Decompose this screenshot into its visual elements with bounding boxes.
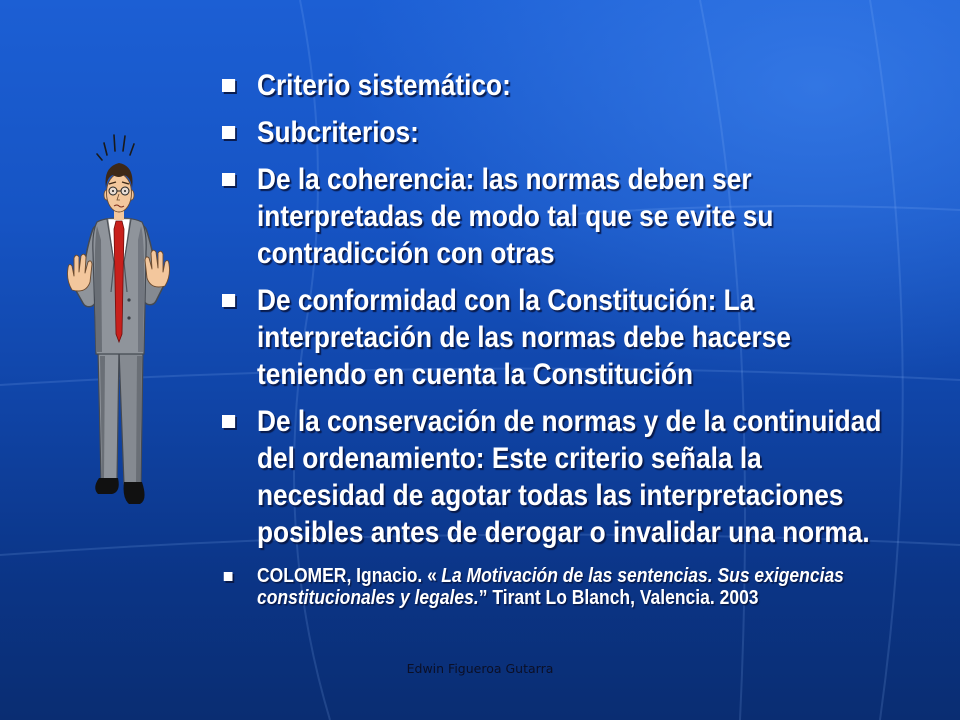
bullet-item <box>257 403 957 551</box>
tie <box>114 221 124 342</box>
bullet-list <box>257 67 957 609</box>
citation-item <box>257 565 957 609</box>
square-bullet-icon <box>222 79 235 92</box>
bullet-text-line: De conformidad con la Constitución: La <box>257 284 755 317</box>
stress-marks-icon <box>97 135 134 160</box>
citation-title: constitucionales y legales. <box>257 587 479 609</box>
bullet-item <box>257 67 957 104</box>
bullet-text-line: contradicción con otras <box>257 237 555 270</box>
footer-author: Edwin Figueroa Gutarra <box>406 661 554 676</box>
square-bullet-icon <box>222 173 235 186</box>
stressed-businessman-illustration <box>60 130 175 510</box>
bullet-text-line: De la conservación de normas y de la continuidad <box>257 405 882 438</box>
square-bullet-icon <box>222 126 235 139</box>
bullet-text-line: interpretación de las normas debe hacerse <box>257 321 791 354</box>
square-bullet-icon <box>222 415 235 428</box>
citation-line <box>257 587 957 609</box>
bullet-text-line: interpretadas de modo tal que se evite su <box>257 200 774 233</box>
citation-title: La Motivación de las sentencias. Sus exigencias <box>441 565 844 587</box>
bullet-text-line: del ordenamiento: Este criterio señala la <box>257 442 762 475</box>
bullet-item <box>257 114 957 151</box>
bullet-text-line: posibles antes de derogar o invalidar una norma. <box>257 516 870 549</box>
citation-author: COLOMER, Ignacio. « <box>257 565 437 587</box>
bullet-text-line: Subcriterios: <box>257 116 419 149</box>
bullet-text-line: Criterio sistemático: <box>257 69 511 102</box>
trousers <box>98 350 143 484</box>
square-bullet-icon <box>224 572 233 581</box>
bullet-text-line: necesidad de agotar todas las interpretaciones <box>257 479 844 512</box>
bullet-item <box>257 161 957 272</box>
bullet-item <box>257 282 957 393</box>
bullet-text-line: De la coherencia: las normas deben ser <box>257 163 752 196</box>
citation-publisher: ” Tirant Lo Blanch, Valencia. 2003 <box>478 587 759 609</box>
citation-line <box>257 565 957 587</box>
bullet-text-line: teniendo en cuenta la Constitución <box>257 358 694 391</box>
head <box>104 163 134 220</box>
square-bullet-icon <box>222 294 235 307</box>
